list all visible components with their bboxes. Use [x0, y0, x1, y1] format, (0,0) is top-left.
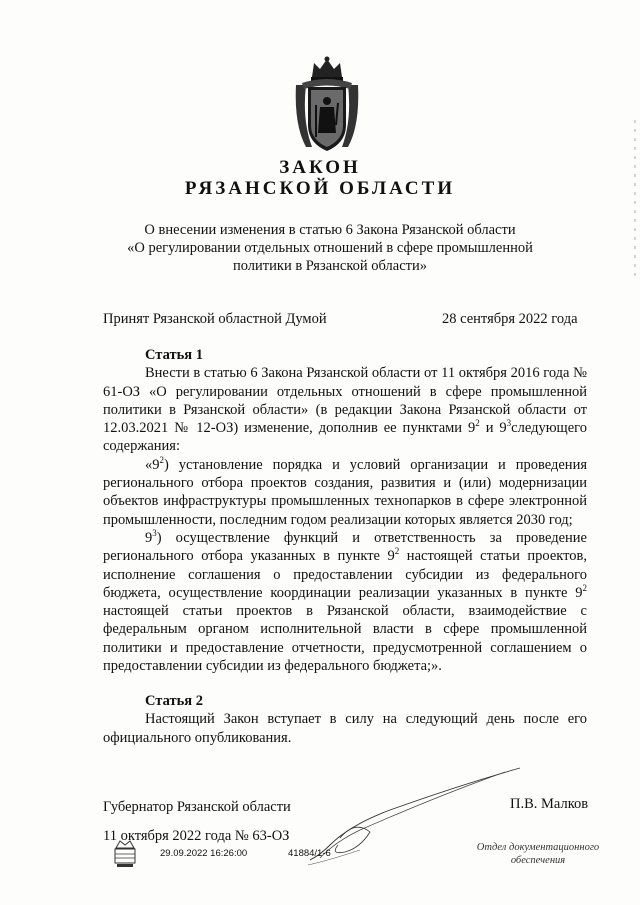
item-9-3-text-2: настоящей статьи проектов, исполнение соглашения о предоставлении субсидии из федерального бюджета, осуществление координации реализации указанных в пункте 9: [103, 548, 587, 601]
department-stamp-line-2: обеспечения: [510, 855, 566, 866]
item-9-2-text: ) установление порядка и условий организации и проведения регионального отбора проектов создания, развития и (или) модернизации объектов инфраструктуры промышленных технопарков в сфере электронной промышленности, последним годом реализации которых является 2030 год;: [103, 456, 587, 528]
article-1-item-9-3: [103, 529, 587, 675]
governor-name: П.В. Малков: [510, 796, 589, 812]
adoption-date: 28 сентября 2022 года: [442, 311, 578, 327]
article-2: [103, 692, 587, 747]
subtitle-line-2: «О регулировании отдельных отношений в сфере промышленной: [127, 240, 533, 256]
region-title: РЯЗАНСКОЙ ОБЛАСТИ: [184, 178, 456, 199]
article-1-item-9-2: [103, 456, 587, 529]
item-9-3-text-3: настоящей статьи проектов в Рязанской области, взаимодействие с федеральным органом исполнительной власти в сфере промышленной политики и предоставление отчетности, предусмотренной соглашением о предоставлении субсидии из федерального бюджета;».: [103, 603, 587, 675]
law-number-date: 11 октября 2022 года № 63-ОЗ: [103, 828, 290, 844]
adopted-by: Принят Рязанской областной Думой: [103, 311, 327, 327]
governor-title: Губернатор Рязанской области: [103, 799, 291, 815]
coat-of-arms-emblem: [292, 55, 362, 155]
item-9-2-label: «9: [145, 456, 160, 473]
superscript: 3: [506, 418, 512, 429]
item-9-3-label: 9: [145, 529, 153, 546]
article-1-intro-text-3: следующего содержания:: [103, 420, 587, 455]
superscript: 3: [152, 528, 157, 539]
document-type-title: ЗАКОН: [279, 157, 361, 178]
registration-number: 41884/1-6: [288, 848, 331, 859]
article-2-text: Настоящий Закон вступает в силу на следующий день после его официального опубликования.: [103, 711, 587, 746]
article-1-heading: Статья 1: [145, 347, 203, 363]
article-1: [103, 346, 587, 675]
superscript: 2: [582, 583, 587, 594]
subtitle-line-3: политики в Рязанской области»: [232, 258, 427, 274]
article-1-intro-text: Внести в статью 6 Закона Рязанской области от 11 октября 2016 года № 61-ОЗ «О регулировании отдельных отношений в сфере промышленной политики в Рязанской области» (в редакции Закона Рязанской области от 12.03.2021 № 12-ОЗ) изменение, дополнив ее пунктами 9: [103, 365, 587, 437]
item-9-3-text: ) осуществление функций и ответственность за проведение регионального отбора указанных в пункте 9: [103, 529, 587, 565]
law-subtitle: [100, 221, 560, 275]
department-stamp-line-1: Отдел документационного: [476, 842, 600, 853]
registration-datetime: 29.09.2022 16:26:00: [160, 848, 248, 859]
subtitle-line-1: О внесении изменения в статью 6 Закона Рязанской области: [144, 222, 516, 238]
superscript: 2: [159, 454, 164, 465]
scan-edge-marks: [632, 120, 638, 280]
registry-logo-icon: [112, 838, 138, 868]
article-1-intro-text-2: и 9: [479, 420, 507, 437]
superscript: 2: [475, 418, 480, 429]
article-2-heading: Статья 2: [145, 693, 203, 709]
department-stamp: [458, 841, 618, 867]
superscript: 2: [394, 546, 400, 557]
article-1-intro: [103, 364, 587, 455]
